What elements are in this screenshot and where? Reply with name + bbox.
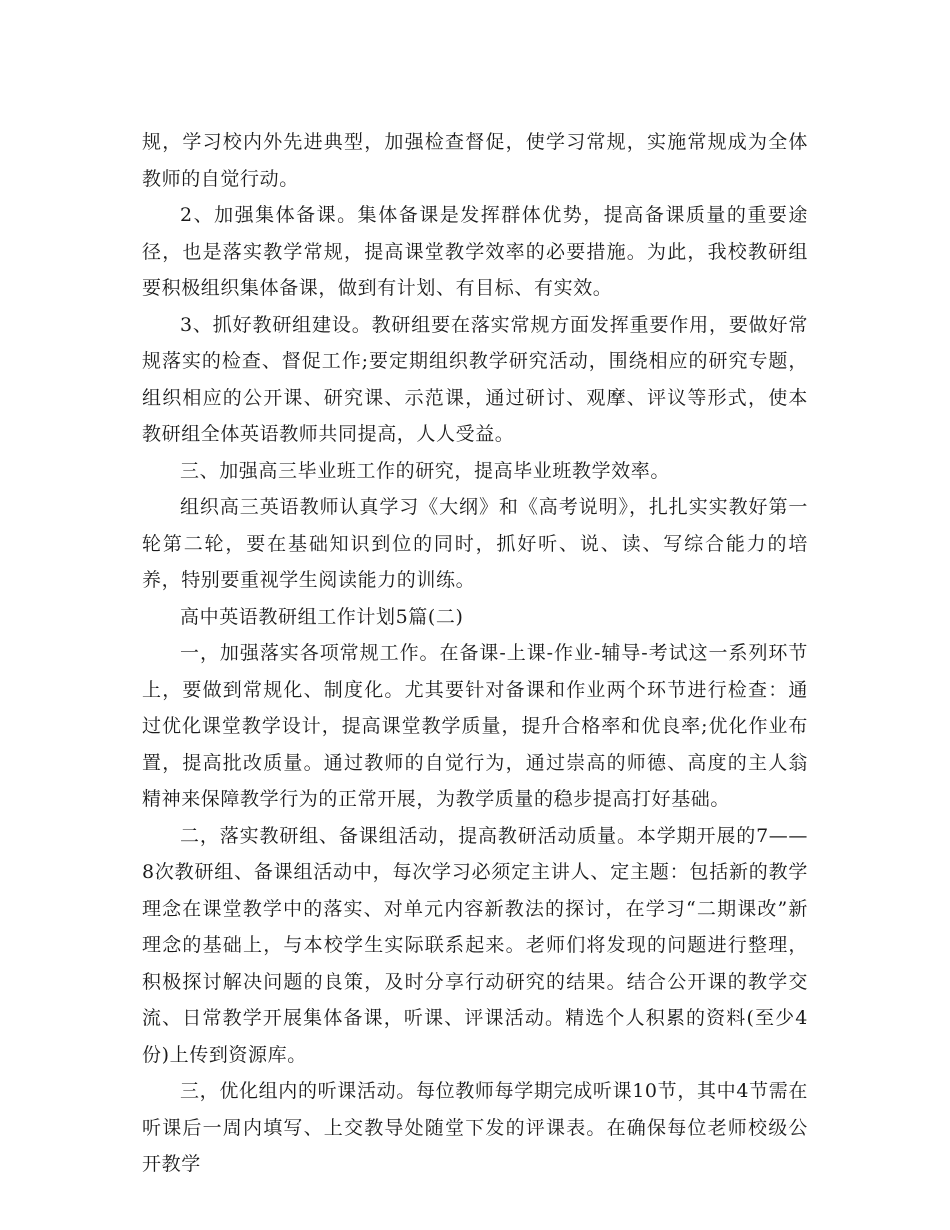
- section-heading-senior-three: 三、加强高三毕业班工作的研究，提高毕业班教学效率。: [180, 459, 671, 482]
- document-body: [142, 124, 808, 1183]
- document-subtitle: 高中英语教研组工作计划5篇(二): [180, 605, 464, 628]
- paragraph-senior-three-teachers: 组织高三英语教师认真学习《大纲》和《高考说明》，扎扎实实教好第一轮第二轮，要在基础知识到位的同时，抓好听、说、读、写综合能力的培养，特别要重视学生阅读能力的训练。: [142, 496, 808, 591]
- paragraph-research-activities: 二，落实教研组、备课组活动，提高教研活动质量。本学期开展的7——8次教研组、备课组活动中，每次学习必须定主讲人、定主题：包括新的教学理念在课堂教学中的落实、对单元内容新教法的探讨，在学习“二期课改”新理念的基础上，与本校学生实际联系起来。老师们将发现的问题进行整理，积极探讨解决问题的良策，及时分享行动研究的结果。结合公开课的教学交流、日常教学开展集体备课，听课、评课活动。精选个人积累的资料(至少4份)上传到资源库。: [142, 824, 808, 1066]
- paragraph-research-group-building: 3、抓好教研组建设。教研组要在落实常规方面发挥重要作用，要做好常规落实的检查、督促工作;要定期组织教学研究活动，围绕相应的研究专题，组织相应的公开课、研究课、示范课，通过研讨、观摩、评议等形式，使本教研组全体英语教师共同提高，人人受益。: [142, 313, 808, 445]
- paragraph-lesson-observation: 三，优化组内的听课活动。每位教师每学期完成听课10节，其中4节需在听课后一周内填写、上交教导处随堂下发的评课表。在确保每位老师校级公开教学: [142, 1080, 808, 1175]
- paragraph-routine-work: 一，加强落实各项常规工作。在备课-上课-作业-辅导-考试这一系列环节上，要做到常规化、制度化。尤其要针对备课和作业两个环节进行检查：通过优化课堂教学设计，提高课堂教学质量，提升合格率和优良率;优化作业布置，提高批改质量。通过教师的自觉行为，通过崇高的师德、高度的主人翁精神来保障教学行为的正常开展，为教学质量的稳步提高打好基础。: [142, 642, 808, 810]
- paragraph-collective-lesson-prep: 2、加强集体备课。集体备课是发挥群体优势，提高备课质量的重要途径，也是落实教学常规，提高课堂教学效率的必要措施。为此，我校教研组要积极组织集体备课，做到有计划、有目标、有实效。: [142, 204, 808, 299]
- paragraph-continuation: 规，学习校内外先进典型，加强检查督促，使学习常规，实施常规成为全体教师的自觉行动。: [142, 131, 808, 190]
